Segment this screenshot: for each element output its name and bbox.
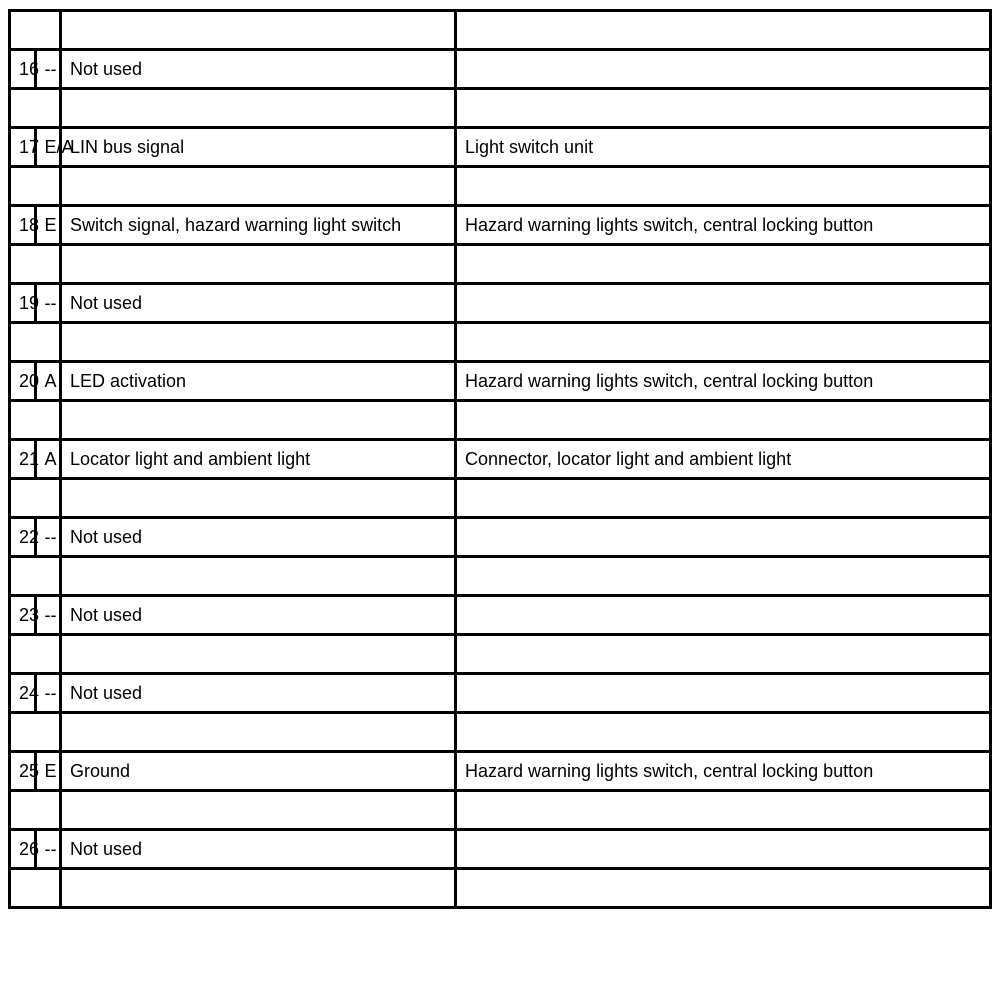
table-row [10,830,991,869]
function-cell: LED activation [61,362,456,401]
table-row-spacer [10,479,991,518]
function-cell: Not used [61,50,456,89]
empty-cell [61,167,456,206]
table-row-spacer [10,245,991,284]
direction-cell: -- [35,830,61,869]
table-row-spacer [10,167,991,206]
empty-cell [61,557,456,596]
table-row [10,596,991,635]
empty-cell [10,557,61,596]
empty-cell [10,713,61,752]
direction-cell: E [35,206,61,245]
component-cell: Hazard warning lights switch, central locking button [456,362,991,401]
empty-cell [456,245,991,284]
direction-cell: E [35,752,61,791]
empty-cell [456,11,991,50]
component-cell [456,284,991,323]
empty-cell [61,89,456,128]
table-body [10,11,991,908]
function-cell: Ground [61,752,456,791]
component-cell [456,518,991,557]
empty-cell [456,479,991,518]
function-cell: Not used [61,596,456,635]
pin-number-cell: 23 [10,596,36,635]
table-row [10,206,991,245]
empty-cell [456,869,991,908]
table-row [10,362,991,401]
empty-cell [10,11,61,50]
component-cell [456,674,991,713]
component-cell: Light switch unit [456,128,991,167]
direction-cell: -- [35,284,61,323]
component-cell: Hazard warning lights switch, central locking button [456,752,991,791]
empty-cell [61,479,456,518]
table-row-spacer [10,713,991,752]
empty-cell [10,245,61,284]
empty-cell [10,89,61,128]
empty-cell [10,167,61,206]
pin-number-cell: 25 [10,752,36,791]
empty-cell [10,479,61,518]
table-row [10,440,991,479]
table-row-spacer [10,89,991,128]
direction-cell: -- [35,518,61,557]
pin-number-cell: 20 [10,362,36,401]
empty-cell [10,869,61,908]
direction-cell: A [35,440,61,479]
direction-cell: -- [35,50,61,89]
direction-cell: -- [35,596,61,635]
empty-cell [10,635,61,674]
empty-cell [456,401,991,440]
pin-number-cell: 24 [10,674,36,713]
pin-number-cell: 18 [10,206,36,245]
component-cell [456,596,991,635]
component-cell: Hazard warning lights switch, central locking button [456,206,991,245]
table-row [10,50,991,89]
empty-cell [61,323,456,362]
pin-number-cell: 21 [10,440,36,479]
table-row [10,674,991,713]
empty-cell [456,791,991,830]
component-cell [456,830,991,869]
empty-cell [456,167,991,206]
table-row [10,128,991,167]
function-cell: Not used [61,284,456,323]
direction-cell: A [35,362,61,401]
empty-cell [10,401,61,440]
empty-cell [61,635,456,674]
empty-cell [10,323,61,362]
empty-cell [61,713,456,752]
empty-cell [61,245,456,284]
empty-cell [456,713,991,752]
table-row-spacer [10,635,991,674]
empty-cell [61,11,456,50]
table-row-spacer [10,323,991,362]
empty-cell [456,323,991,362]
table-row [10,284,991,323]
function-cell: Not used [61,674,456,713]
table-row-spacer [10,791,991,830]
table-row [10,752,991,791]
table-row-spacer [10,557,991,596]
table-row [10,518,991,557]
empty-cell [61,791,456,830]
function-cell: Switch signal, hazard warning light switch [61,206,456,245]
function-cell: Not used [61,518,456,557]
pin-number-cell: 16 [10,50,36,89]
direction-cell: -- [35,674,61,713]
direction-cell: E/A [35,128,61,167]
function-cell: Not used [61,830,456,869]
empty-cell [61,869,456,908]
function-cell: LIN bus signal [61,128,456,167]
empty-cell [456,89,991,128]
empty-cell [456,635,991,674]
pin-number-cell: 17 [10,128,36,167]
table-row-spacer [10,11,991,50]
pin-number-cell: 22 [10,518,36,557]
pin-number-cell: 26 [10,830,36,869]
empty-cell [61,401,456,440]
component-cell: Connector, locator light and ambient light [456,440,991,479]
pin-number-cell: 19 [10,284,36,323]
function-cell: Locator light and ambient light [61,440,456,479]
component-cell [456,50,991,89]
table-row-spacer [10,869,991,908]
table-row-spacer [10,401,991,440]
pin-assignment-table [8,9,992,909]
empty-cell [456,557,991,596]
empty-cell [10,791,61,830]
